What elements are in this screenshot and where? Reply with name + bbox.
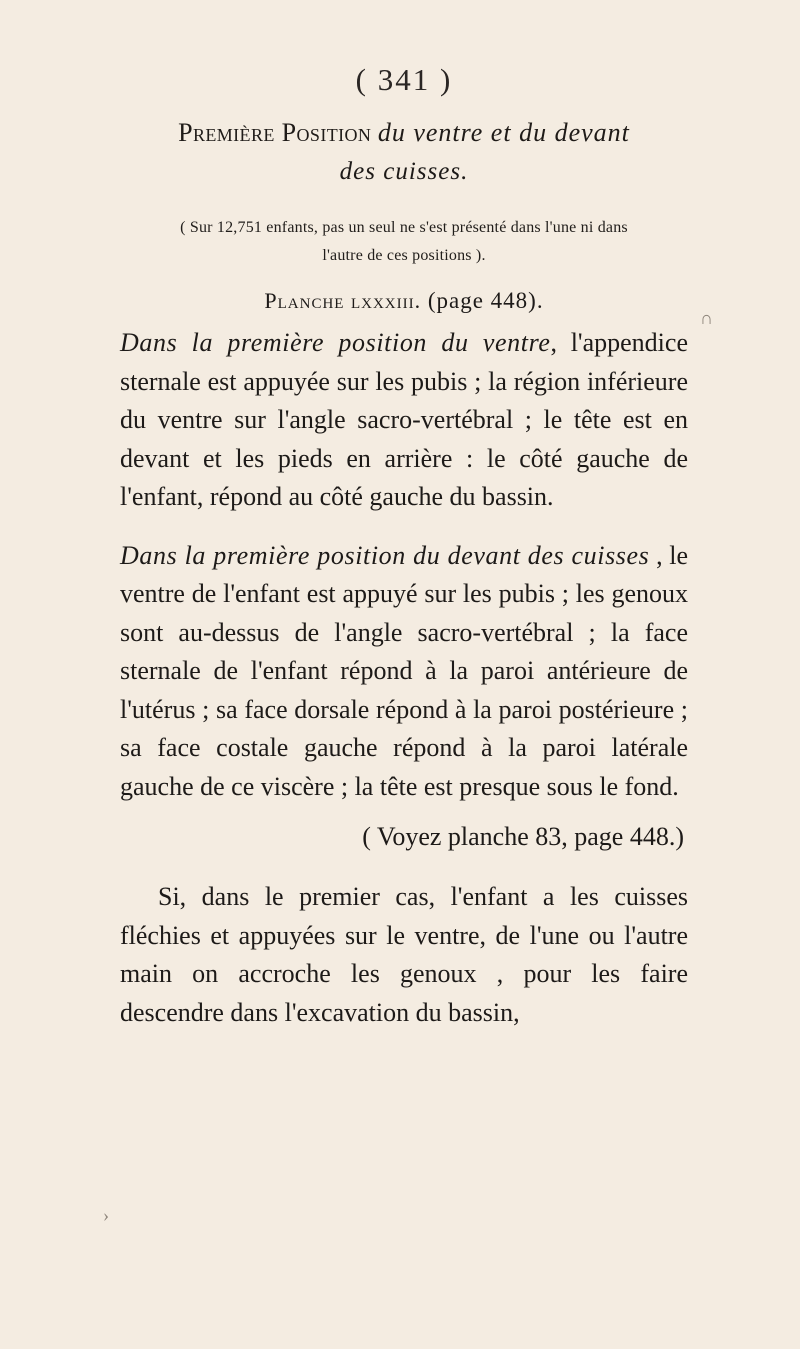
page-number: ( 341 )	[355, 62, 453, 97]
plate-reference	[120, 288, 688, 314]
paragraph-ventre-text: , l'appendice sternale est appuyée sur les pubis ; la région inférieure du ventre sur l'angle sacro-vertébral ; le tête est en devant et les pieds en arrière : le côté gauche de l'enfant, répond au côté gauche du bassin.	[120, 328, 688, 511]
paragraph-cuisses	[120, 537, 688, 807]
paragraph-cuisses-text: , le ventre de l'enfant est appuyé sur les pubis ; les genoux sont au-dessus de l'angle sacro-vertébral ; la face sternale de l'enfant répond à la paroi antérieure de l'utérus ; sa face dorsale répond à la paroi postérieure ; sa face costale gauche répond à la paroi latérale gauche de ce viscère ; la tête est presque sous le fond.	[120, 540, 689, 801]
paragraph-closing: Si, dans le premier cas, l'enfant a les cuisses fléchies et appuyées sur le ventre, de l'une ou l'autre main on accroche les genoux , pour les faire descendre dans l'excavation du bassin,	[120, 882, 688, 1027]
plate-cross-reference: ( Voyez planche 83, page 448.)	[362, 822, 684, 851]
note-line-2: l'autre de ces positions ).	[322, 247, 486, 264]
statistics-note	[120, 214, 688, 270]
title-italic: du ventre et du devant	[377, 118, 630, 147]
section-title-line-1	[120, 114, 688, 152]
margin-mark: ›	[103, 1205, 109, 1225]
paragraph-ventre-lead: Dans la première position du ventre	[120, 328, 551, 357]
paragraph-cuisses-lead: Dans la première position du devant des cuisses	[120, 540, 650, 570]
paragraph-ventre	[120, 324, 688, 517]
plate-label: Planche lxxxiii.	[264, 288, 422, 313]
note-line-1: ( Sur 12,751 enfants, pas un seul ne s'est présenté dans l'une ni dans	[180, 219, 628, 236]
title-smallcaps: Première Position	[178, 118, 372, 147]
plate-page: (page 448).	[427, 288, 544, 313]
section-title-line-2: des cuisses.	[339, 158, 469, 185]
margin-mark: ∩	[700, 308, 713, 328]
